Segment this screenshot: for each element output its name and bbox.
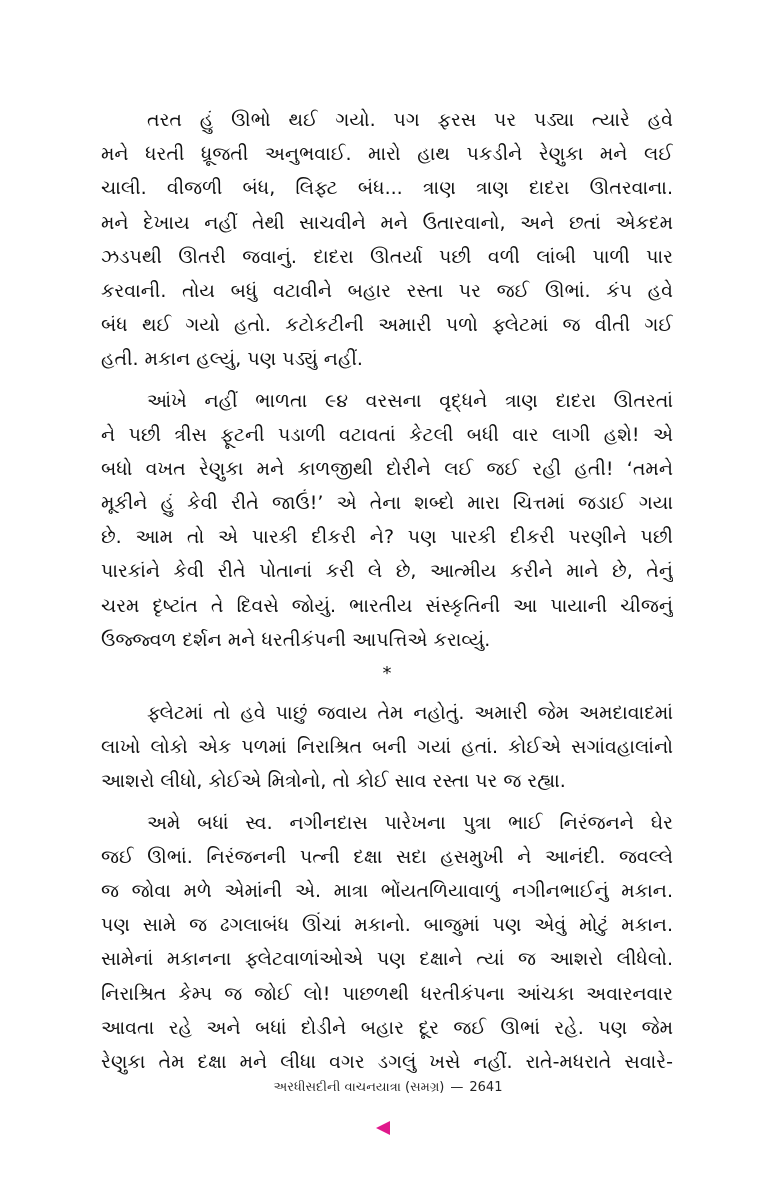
text-line: ફ્લેટમાં તો હવે પાછું જવાય તેમ નહોતું. અમારી જેમ અમદાવાદમાં [147,702,673,724]
paragraph-2 [101,384,673,658]
text-line: તરત હું ઊભો થઈ ગયો. પગ ફરસ પર પડ્યા ત્યારે હવે [147,109,673,131]
text-line: બંધ થઈ ગયો હતો. કટોકટીની અમારી પળો ફ્લેટમાં જ વીતી ગઈ [101,314,673,337]
text-line: આશરો લીધો, કોઈએ મિત્રોનો, તો કોઈ સાવ રસ્તા પર જ રહ્યા. [101,770,566,793]
text-line: સામેનાં મકાનના ફ્લેટવાળાંઓએ પણ દક્ષાને ત્યાં જ આશરો લીધેલો. [101,948,673,971]
text-line: પણ સામે જ ઢગલાબંધ ઊંચાં મકાનો. બાજુમાં પણ એવું મોટું મકાન. [101,914,673,937]
text-line: ઝડપથી ઊતરી જવાનું. દાદરા ઊતર્યા પછી વળી લાંબી પાળી પાર [101,245,673,268]
text-line: રેણુકા તેમ દક્ષા મને લીધા વગર ડગલું ખસે નહીં. રાતે-મધરાતે સવારે- [101,1050,673,1073]
page-number: 2641 [469,1080,503,1095]
text-line: ચાલી. વીજળી બંધ, લિફ્ટ બંધ... ત્રાણ ત્રાણ દાદરા ઊતરવાના. [101,177,673,200]
triangle-left-icon[interactable] [376,1121,390,1135]
paragraph-3 [101,696,673,799]
text-line: આંખે નહીં ભાળતા ૯૪ વરસના વૃદ્ધને ત્રાણ દાદરા ઊતરતાં [147,389,673,412]
text-line: ચરમ દૃષ્ટાંત તે દિવસે જોયું. ભારતીય સંસ્કૃતિની આ પાયાની ચીજનું [101,594,673,617]
text-line: ને પછી ત્રીસ ફૂટની પડાળી વટાવતાં કેટલી બધી વાર લાગી હશે! એ [101,423,673,446]
text-line: હતી. મકાન હલ્યું, પણ પડ્યું નહીં. [101,348,363,371]
text-line: મૂકીને હું કેવી રીતે જાઉં!’ એ તેના શબ્દો મારા ચિત્તમાં જડાઈ ગયા [101,492,673,515]
text-line: મને દેખાય નહીં તેથી સાચવીને મને ઉતારવાનો, અને છતાં એકદમ [101,211,673,234]
text-line: નિરાશ્રિત કેમ્પ જ જોઈ લો! પાછળથી ધરતીકંપના આંચકા અવારનવાર [101,982,673,1005]
text-line: છે. આમ તો એ પારકી દીકરી ને? પણ પારકી દીકરી પરણીને પછી [101,526,673,549]
page-footer [0,1080,776,1095]
text-line: પારકાંને કેવી રીતે પોતાનાં કરી લે છે, આત્મીય કરીને માને છે, તેનું [101,560,673,583]
text-line: જ જોવા મળે એમાંની એ. માત્રા ભોંયતળિયાવાળું નગીનભાઈનું મકાન. [101,879,673,902]
body-text [101,103,673,1086]
book-title: અરધીસદીની વાચનયાત્રા (સમગ્ર) [273,1080,445,1095]
text-line: મને ધરતી ધ્રૂજતી અનુભવાઈ. મારો હાથ પકડીને રેણુકા મને લઈ [101,143,673,166]
text-line: ઉજ્જ્વળ દર્શન મને ધરતીકંપની આપત્તિએ કરાવ્યું. [101,628,491,651]
text-line: જઈ ઊભાં. નિરંજનની પત્ની દક્ષા સદા હસમુખી ને આનંદી. જવલ્લે [101,845,673,868]
text-line: બધો વખત રેણુકા મને કાળજીથી દોરીને લઈ જઈ રહી હતી! ‘તમને [101,457,673,480]
text-line: લાખો લોકો એક પળમાં નિરાશ્રિત બની ગયાં હતાં. કોઈએ સગાંવહાલાંનો [101,736,673,759]
text-line: અમે બધાં સ્વ. નગીનદાસ પારેખના પુત્રા ભાઈ નિરંજનને ઘેર [147,811,673,834]
footer-dash: — [450,1080,464,1095]
text-line: આવતા રહે અને બધાં દોડીને બહાર દૂર જઈ ઊભાં રહે. પણ જેમ [101,1016,673,1039]
paragraph-1 [101,103,673,377]
text-line: કરવાની. તોય બધું વટાવીને બહાર રસ્તા પર જઈ ઊભાં. કંપ હવે [101,279,673,302]
section-separator: * [382,663,392,684]
paragraph-4 [101,806,673,1080]
